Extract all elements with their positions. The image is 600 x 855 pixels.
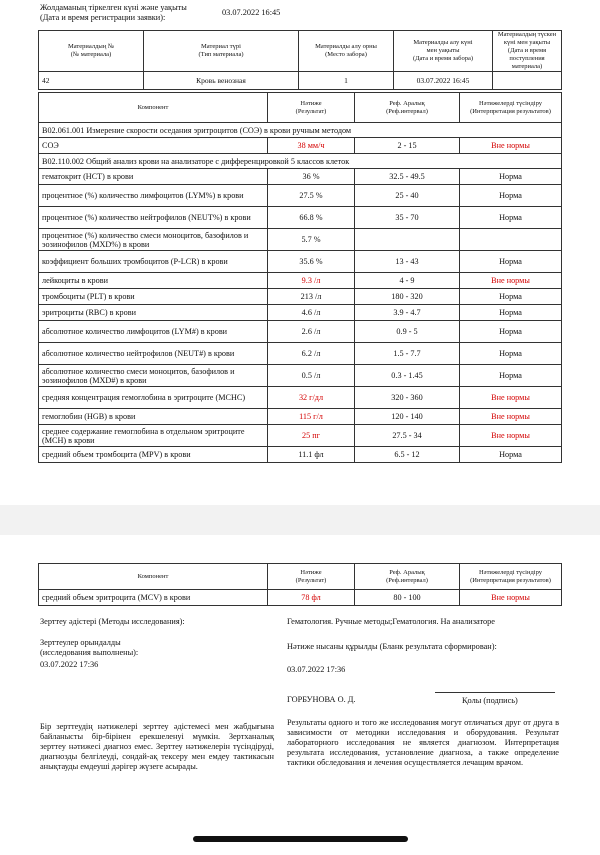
result-row xyxy=(39,387,562,409)
result-value: 213 /л xyxy=(268,289,355,305)
reference-range: 80 - 100 xyxy=(355,590,460,606)
results-header-continued xyxy=(39,564,562,590)
results-header xyxy=(39,93,562,123)
interpretation: Норма xyxy=(460,321,562,343)
result-value: 27.5 % xyxy=(268,185,355,207)
result-value: 38 мм/ч xyxy=(268,138,355,154)
registration-datetime: 03.07.2022 16:45 xyxy=(222,8,281,17)
result-row xyxy=(39,590,562,606)
component-name: СОЭ xyxy=(39,138,268,154)
result-row xyxy=(39,169,562,185)
reference-header: Реф. Аралық (Реф.интервал) xyxy=(355,93,460,123)
doctor-name: ГОРБУНОВА О. Д. xyxy=(287,695,356,704)
component-name: абсолютное количество лимфоцитов (LYM#) в крови xyxy=(39,321,268,343)
result-row xyxy=(39,251,562,273)
material-type: Кровь венозная xyxy=(144,72,299,90)
material-number-header: Материалдың № (№ материала) xyxy=(39,31,144,72)
material-collection-date: 03.07.2022 16:45 xyxy=(394,72,493,90)
reference-range: 13 - 43 xyxy=(355,251,460,273)
interpretation: Вне нормы xyxy=(460,138,562,154)
performed-datetime: 03.07.2022 17:36 xyxy=(40,660,99,669)
reference-range: 0.9 - 5 xyxy=(355,321,460,343)
result-value: 6.2 /л xyxy=(268,343,355,365)
reference-range: 27.5 - 34 xyxy=(355,425,460,447)
methods-label: Зерттеу әдістері (Методы исследования): xyxy=(40,617,185,626)
component-name: средний объем эритроцита (MCV) в крови xyxy=(39,590,268,606)
reference-range xyxy=(355,229,460,251)
result-row xyxy=(39,447,562,463)
result-row xyxy=(39,273,562,289)
component-name: абсолютное количество смеси моноцитов, базофилов и эозинофилов (MXD#) в крови xyxy=(39,365,268,387)
result-header: Нәтиже (Результат) xyxy=(268,564,355,590)
performed-label-kz: Зерттеулер орындалды xyxy=(40,638,121,647)
material-collection-date-header: Материалды алу күні мен уақыты (Дата и время забора) xyxy=(394,31,493,72)
result-value: 5.7 % xyxy=(268,229,355,251)
material-table xyxy=(38,30,562,90)
component-name: процентное (%) количество нейтрофилов (NEUT%) в крови xyxy=(39,207,268,229)
interpretation: Норма xyxy=(460,169,562,185)
component-name: эритроциты (RBC) в крови xyxy=(39,305,268,321)
result-row xyxy=(39,229,562,251)
reference-range: 120 - 140 xyxy=(355,409,460,425)
interpretation: Вне нормы xyxy=(460,590,562,606)
result-value: 25 пг xyxy=(268,425,355,447)
interpretation: Норма xyxy=(460,251,562,273)
result-value: 36 % xyxy=(268,169,355,185)
interpretation xyxy=(460,229,562,251)
reference-range: 25 - 40 xyxy=(355,185,460,207)
component-name: средний объем тромбоцита (MPV) в крови xyxy=(39,447,268,463)
report-page-2 xyxy=(0,535,600,855)
material-received-date xyxy=(493,72,562,90)
results-table-continued xyxy=(38,563,562,606)
component-name: лейкоциты в крови xyxy=(39,273,268,289)
section-row xyxy=(39,123,562,138)
interpretation: Вне нормы xyxy=(460,425,562,447)
interpretation: Вне нормы xyxy=(460,409,562,425)
interpretation-header: Нәтижелерді түсіндіру (Интерпретация результатов) xyxy=(460,93,562,123)
home-indicator[interactable] xyxy=(193,836,408,842)
result-value: 78 фл xyxy=(268,590,355,606)
interpretation: Норма xyxy=(460,289,562,305)
interpretation: Норма xyxy=(460,447,562,463)
component-name: средняя концентрация гемоглобина в эритроците (MCHC) xyxy=(39,387,268,409)
component-name: тромбоциты (PLT) в крови xyxy=(39,289,268,305)
component-name: гемоглобин (HGB) в крови xyxy=(39,409,268,425)
interpretation: Норма xyxy=(460,343,562,365)
component-name: коэффициент больших тромбоцитов (P-LCR) в крови xyxy=(39,251,268,273)
reference-range: 180 - 320 xyxy=(355,289,460,305)
interpretation: Норма xyxy=(460,305,562,321)
result-row xyxy=(39,321,562,343)
reference-range: 1.5 - 7.7 xyxy=(355,343,460,365)
result-header: Нәтиже (Результат) xyxy=(268,93,355,123)
reference-range: 4 - 9 xyxy=(355,273,460,289)
result-value: 115 г/л xyxy=(268,409,355,425)
material-place: 1 xyxy=(299,72,394,90)
signature-label: Қолы (подпись) xyxy=(462,696,518,705)
result-value: 32 г/дл xyxy=(268,387,355,409)
material-type-header: Материал түрі (Тип материала) xyxy=(144,31,299,72)
material-table-header xyxy=(39,31,562,72)
reference-range: 6.5 - 12 xyxy=(355,447,460,463)
performed-label-ru: (исследования выполнены): xyxy=(40,648,139,657)
result-row xyxy=(39,409,562,425)
result-value: 66.8 % xyxy=(268,207,355,229)
component-name: абсолютное количество нейтрофилов (NEUT#) в крови xyxy=(39,343,268,365)
component-name: гематокрит (HCT) в крови xyxy=(39,169,268,185)
results-table xyxy=(38,92,562,463)
result-row xyxy=(39,425,562,447)
result-row xyxy=(39,343,562,365)
disclaimer-kz: Бір зерттеудің нәтижелері зерттеу әдістемесі мен жабдығына байланысты бір-бірінен ерекшеленуі мүмкін. Зертханалық зерттеу нәтижесі диагноз емес. Зерттеу нәтижелерін түсіндіруді, диагнозды белгілеуді, сондай-ақ тексеру мен емдеу тактикасын анықтауды емдеуші дәрігер жүзеге асырады. xyxy=(40,722,274,771)
result-row xyxy=(39,138,562,154)
result-value: 35.6 % xyxy=(268,251,355,273)
result-row xyxy=(39,185,562,207)
reference-range: 320 - 360 xyxy=(355,387,460,409)
form-created-datetime: 03.07.2022 17:36 xyxy=(287,665,346,674)
result-value: 0.5 /л xyxy=(268,365,355,387)
section-title: B02.110.002 Общий анализ крови на анализаторе с дифференцировкой 5 классов клеток xyxy=(39,154,562,169)
result-value: 11.1 фл xyxy=(268,447,355,463)
disclaimer-ru: Результаты одного и того же исследования могут отличаться друг от друга в зависимости от методики исследования и оборудования. Результат лабораторного исследования не является диагнозом. Интерпретация результата исследования, установление диагноза, а также определение тактики обследования и лечения осуществляется лечащим врачом. xyxy=(287,718,559,767)
registration-label-kz: Жолдаманың тіркелген күні және уақыты xyxy=(40,3,187,12)
interpretation: Норма xyxy=(460,207,562,229)
result-value: 9.3 /л xyxy=(268,273,355,289)
interpretation: Вне нормы xyxy=(460,387,562,409)
result-row xyxy=(39,207,562,229)
signature-line xyxy=(435,692,555,693)
material-received-date-header: Материалдың түскен күні мен уақыты (Дата и время поступления материала) xyxy=(493,31,562,72)
component-name: процентное (%) количество лимфоцитов (LYM%) в крови xyxy=(39,185,268,207)
reference-range: 2 - 15 xyxy=(355,138,460,154)
section-row xyxy=(39,154,562,169)
result-row xyxy=(39,289,562,305)
component-header: Компонент xyxy=(39,564,268,590)
reference-range: 3.9 - 4.7 xyxy=(355,305,460,321)
component-name: среднее содержание гемоглобина в отдельном эритроците (MCH) в крови xyxy=(39,425,268,447)
result-value: 4.6 /л xyxy=(268,305,355,321)
reference-range: 35 - 70 xyxy=(355,207,460,229)
interpretation: Вне нормы xyxy=(460,273,562,289)
methods-value: Гематология. Ручные методы;Гематология. На анализаторе xyxy=(287,617,495,626)
reference-header: Реф. Аралық (Реф.интервал) xyxy=(355,564,460,590)
reference-range: 0.3 - 1.45 xyxy=(355,365,460,387)
material-row xyxy=(39,72,562,90)
material-number: 42 xyxy=(39,72,144,90)
section-title: B02.061.001 Измерение скорости оседания эритроцитов (СОЭ) в крови ручным методом xyxy=(39,123,562,138)
component-name: процентное (%) количество смеси моноцитов, базофилов и эозинофилов (MXD%) в крови xyxy=(39,229,268,251)
interpretation: Норма xyxy=(460,365,562,387)
form-created-label: Нәтиже нысаны құрылды (Бланк результата сформирован): xyxy=(287,642,497,651)
material-place-header: Материалды алу орны (Место забора) xyxy=(299,31,394,72)
interpretation-header: Нәтижелерді түсіндіру (Интерпретация результатов) xyxy=(460,564,562,590)
registration-label-ru: (Дата и время регистрации заявки): xyxy=(40,13,166,22)
interpretation: Норма xyxy=(460,185,562,207)
result-row xyxy=(39,365,562,387)
result-row xyxy=(39,305,562,321)
component-header: Компонент xyxy=(39,93,268,123)
reference-range: 32.5 - 49.5 xyxy=(355,169,460,185)
result-value: 2.6 /л xyxy=(268,321,355,343)
